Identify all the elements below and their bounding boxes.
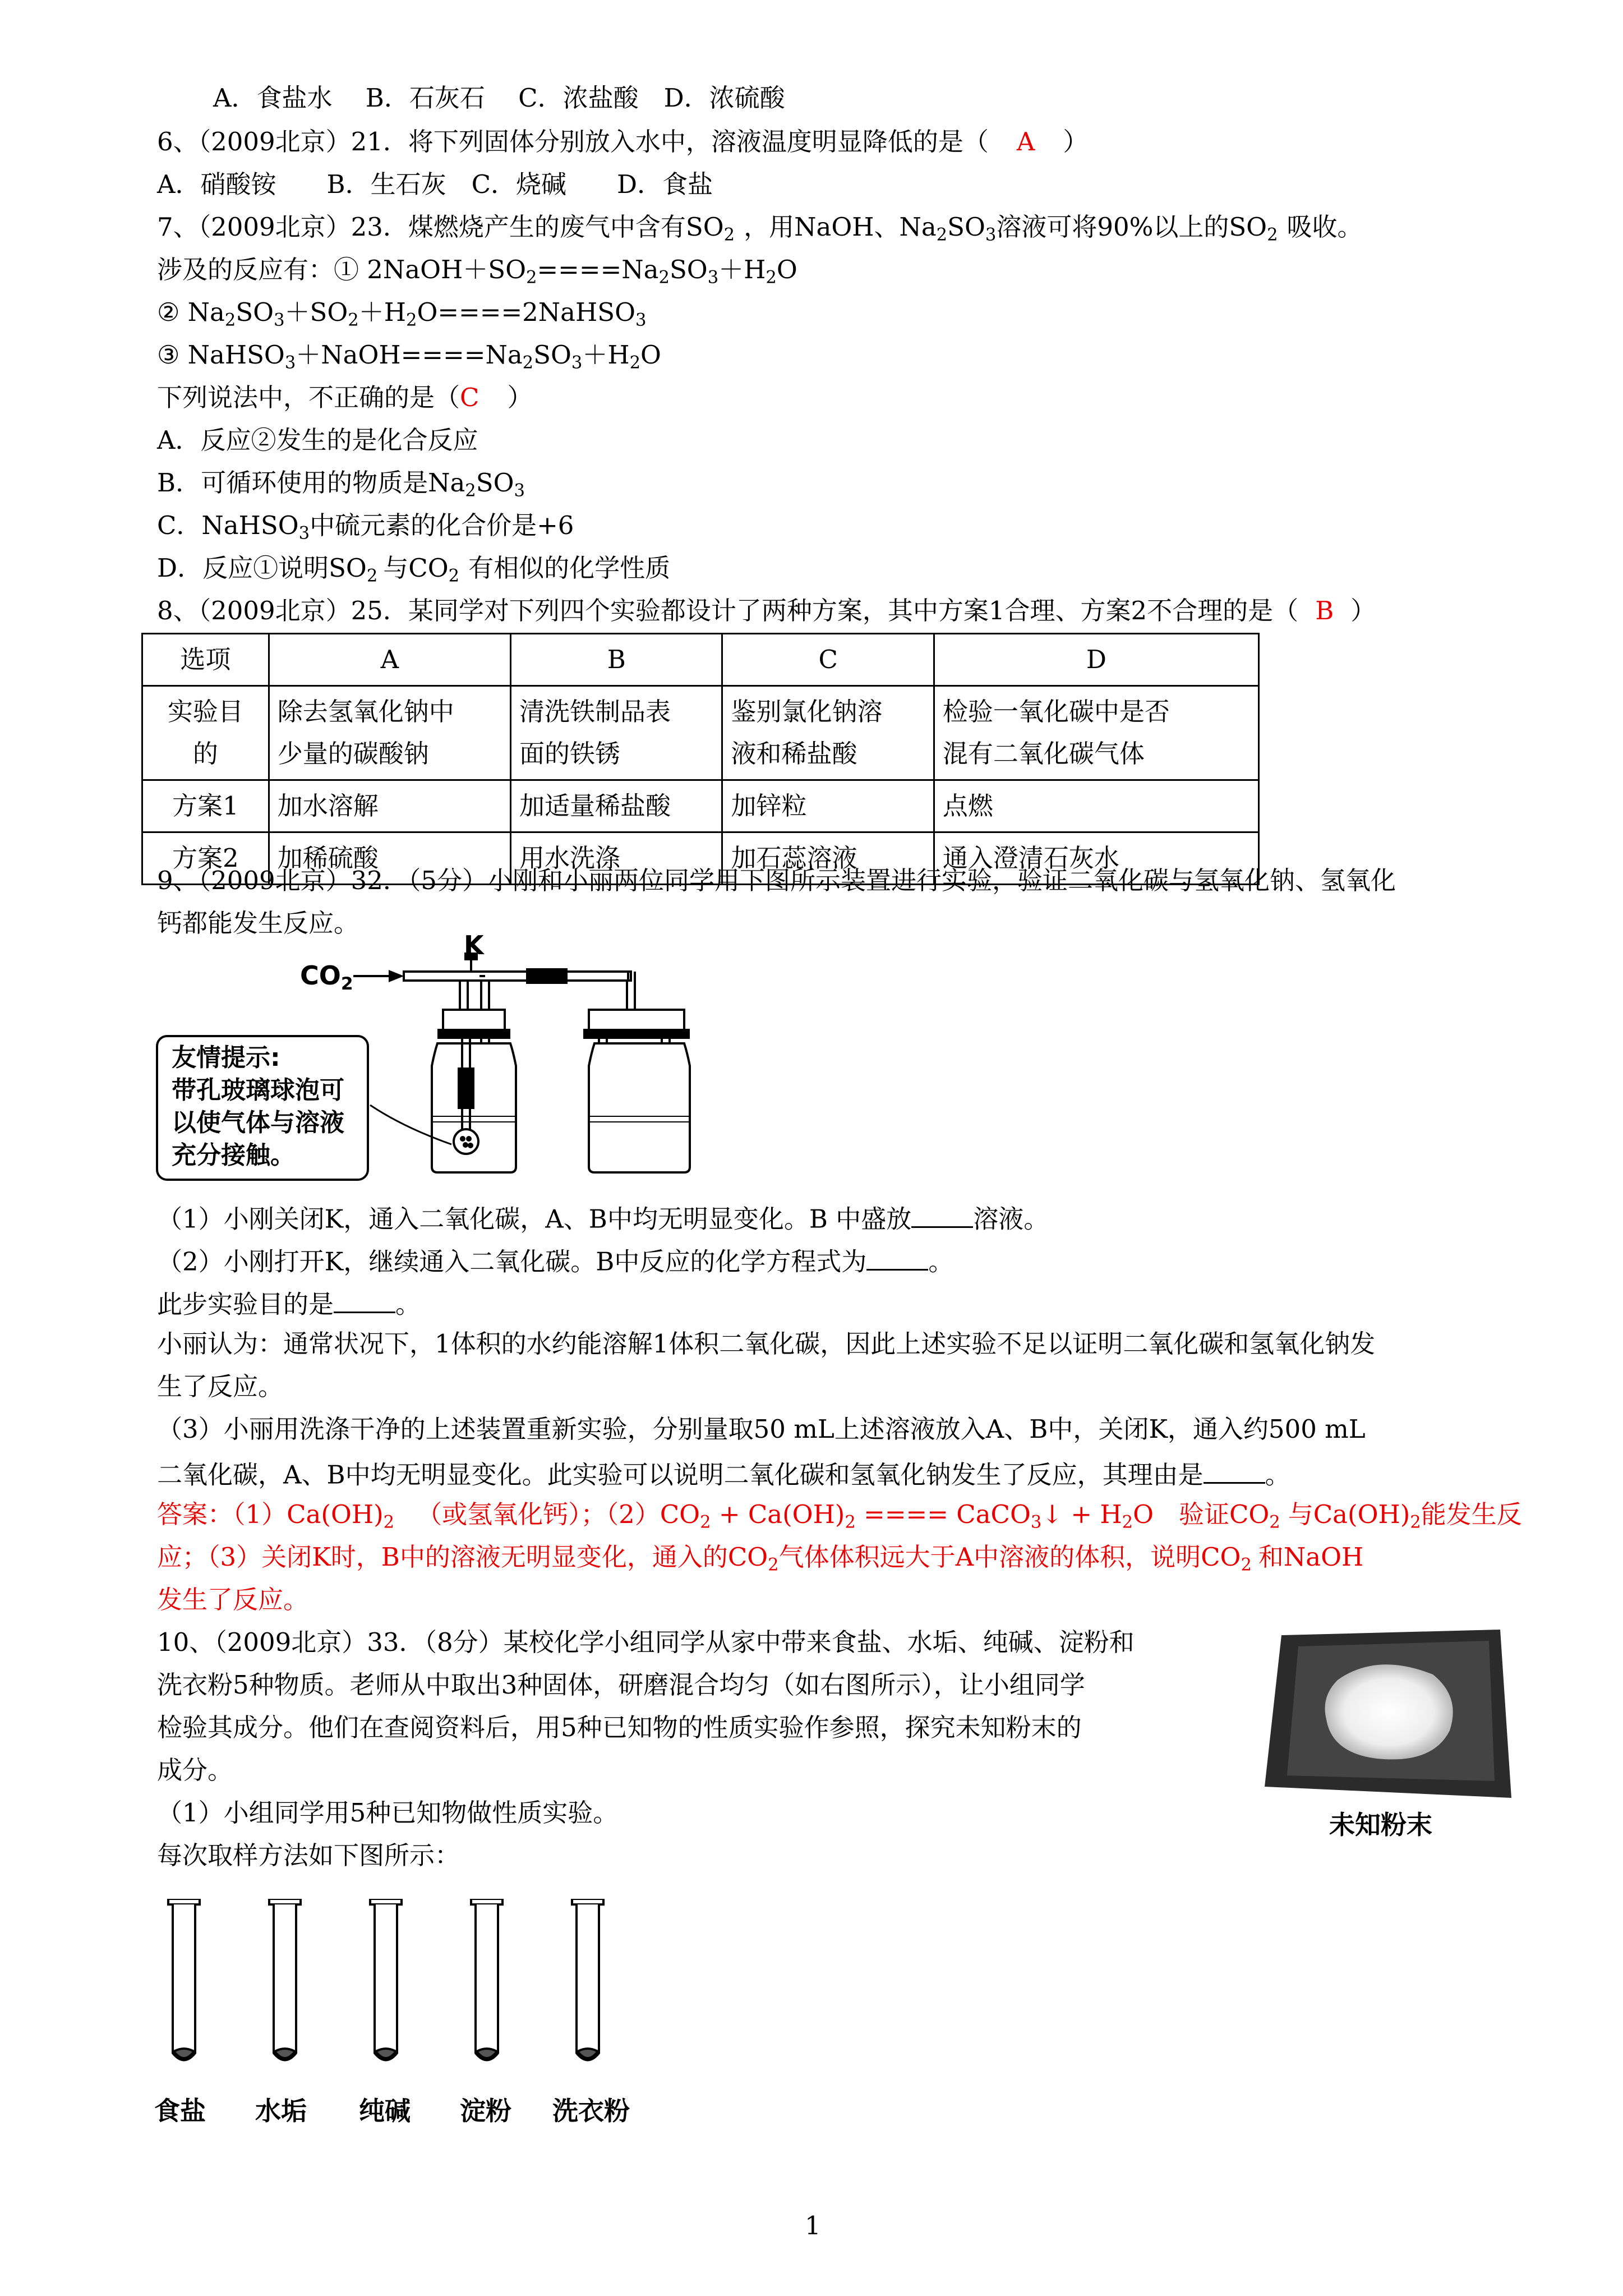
unknown-powder-photo — [1265, 1630, 1511, 1826]
q9-part3-line1: （3）小丽用洗涤干净的上述装置重新实验，分别量取50 mL上述溶液放入A、B中，关闭K，通入约500 mL — [157, 1414, 1366, 1444]
q8-options-table — [141, 633, 1260, 885]
q9-answer-line2: 应；（3）关闭K时，B中的溶液无明显变化，通入的$CO_2$气体体积远大于A中溶液的体积，说明$CO_2$ 和NaOH — [157, 1542, 1364, 1575]
co2-label: $CO_2$ — [300, 960, 353, 994]
tube-label-soda: 纯碱 — [359, 2096, 411, 2126]
q9-stem-line2: 钙都能发生反应。 — [157, 908, 359, 938]
tube-label-scale: 水垢 — [255, 2096, 307, 2126]
q7-option-c: C．NaHSO$_3$中硫元素的化合价是+6 — [157, 510, 574, 544]
q10-line2: 洗衣粉5种物质。老师从中取出3种固体，研磨混合均匀（如右图所示），让小组同学 — [157, 1670, 1085, 1700]
q7-option-a: A．反应②发生的是化合反应 — [157, 425, 478, 455]
q9-stem-line1: 9、（2009北京）32．（5分）小刚和小丽两位同学用下图所示装置进行实验，验证二氧化碳与氢氧化钠、氢氧化 — [157, 866, 1396, 895]
q9-part1: （1）小刚关闭K，通入二氧化碳，A、B中均无明显变化。B 中盛放 溶液。 — [157, 1204, 1049, 1234]
q9-part2-purpose: 此步实验目的是 。 — [157, 1289, 421, 1319]
q9-answer-line1: 答案：$(1)Ca(OH)_2$ （或氢氧化钙）；$(2)CO_2 + Ca(OH)_2$ ==== CaCO$_3$↓ + $H_2O$ 验证$CO_2$ 与$Ca(OH)_2$能发生反 — [157, 1499, 1522, 1533]
blank — [1204, 1459, 1265, 1484]
q7-reaction-1: 涉及的反应有：① $2NaOH+SO_2====Na_2SO_3+H_2O$ — [157, 255, 797, 288]
q6-answer: A — [1016, 127, 1035, 157]
q9-xiaoli-line2: 生了反应。 — [157, 1372, 284, 1401]
q7-question: 下列说法中，不正确的是（C ） — [157, 383, 533, 412]
q8-answer: B — [1315, 596, 1334, 625]
q8-stem: 8、（2009北京）25．某同学对下列四个实验都设计了两种方案，其中方案1合理、方案2不合理的是（ B ） — [157, 596, 1376, 625]
tube-label-detergent: 洗衣粉 — [552, 2096, 630, 2126]
blank — [866, 1246, 928, 1271]
q9-xiaoli-line1: 小丽认为：通常状况下，1体积的水约能溶解1体积二氧化碳，因此上述实验不足以证明二氧化碳和氢氧化钠发 — [157, 1329, 1376, 1359]
q7-stem: 7、（2009北京）23．煤燃烧产生的废气中含有$SO_2$ ，用NaOH、$Na_2SO_3$溶液可将90%以上的$SO_2$ 吸收。 — [157, 212, 1363, 245]
test-tube-icon — [269, 1899, 301, 2060]
tube-label-salt: 食盐 — [154, 2096, 206, 2126]
q6-options: A．硝酸铵 B．生石灰 C．烧碱 D．食盐 — [157, 169, 713, 199]
q10-line3: 检验其成分。他们在查阅资料后，用5种已知物的性质实验作参照，探究未知粉末的 — [157, 1713, 1082, 1742]
table-row: 方案1 加水溶解 加适量稀盐酸 加锌粒 点燃 — [142, 780, 1259, 832]
test-tube-icon — [471, 1899, 502, 2060]
q9-part3-line2: 二氧化碳，A、B中均无明显变化。此实验可以说明二氧化碳和氢氧化钠发生了反应，其理由是 。 — [157, 1460, 1290, 1490]
tube-label-starch: 淀粉 — [460, 2096, 511, 2126]
q7-option-d: D．反应①说明$SO_2$ 与$CO_2$ 有相似的化学性质 — [157, 553, 671, 586]
q7-reaction-2: ② $Na_2SO_3+SO_2+H_2O====2NaHSO_3$ — [157, 297, 647, 330]
blank — [911, 1203, 973, 1228]
hint-box: 友情提示: 带孔玻璃球泡可 以使气体与溶液 充分接触。 — [156, 1035, 369, 1181]
q10-line6: 每次取样方法如下图所示： — [157, 1841, 460, 1870]
test-tube-icon — [168, 1899, 200, 2060]
table-row: 选项 A B C D — [142, 634, 1259, 686]
table-row: 方案2 加稀硫酸 用水洗涤 加石蕊溶液 通入澄清石灰水 — [142, 832, 1259, 885]
blank — [334, 1289, 395, 1313]
test-tube-icon — [370, 1899, 402, 2060]
q7-reaction-3: ③ $NaHSO_3+NaOH====Na_2SO_3+H_2O$ — [157, 340, 661, 373]
table-row: 实验目 的 除去氢氧化钠中 少量的碳酸钠 清洗铁制品表 面的铁锈 鉴别氯化钠溶 液和稀盐酸 检验一氧化碳中是否 混有二氧化碳气体 — [142, 686, 1259, 780]
valve-k-label: K — [464, 930, 484, 960]
q10-line1: 10、（2009北京）33．（8分）某校化学小组同学从家中带来食盐、水垢、纯碱、淀粉和 — [157, 1627, 1135, 1657]
unknown-powder-label: 未知粉末 — [1329, 1810, 1432, 1840]
q6-stem: 6、（2009北京）21．将下列固体分别放入水中，溶液温度明显降低的是（ A ） — [157, 127, 1089, 157]
q7-answer: C — [460, 383, 479, 412]
q9-part2: （2）小刚打开K，继续通入二氧化碳。B中反应的化学方程式为 。 — [157, 1246, 954, 1277]
q7-option-b: B．可循环使用的物质是$Na_2SO_3$ — [157, 468, 525, 501]
q5-options: A．食盐水 B．石灰石 C．浓盐酸 D．浓硫酸 — [213, 83, 785, 113]
q10-line4: 成分。 — [157, 1755, 233, 1785]
page-number: 1 — [805, 2211, 821, 2240]
q9-answer-line3: 发生了反应。 — [157, 1585, 309, 1614]
q10-line5: （1）小组同学用5种已知物做性质实验。 — [157, 1798, 619, 1828]
test-tube-icon — [572, 1899, 603, 2060]
sample-test-tubes — [157, 1899, 662, 2078]
